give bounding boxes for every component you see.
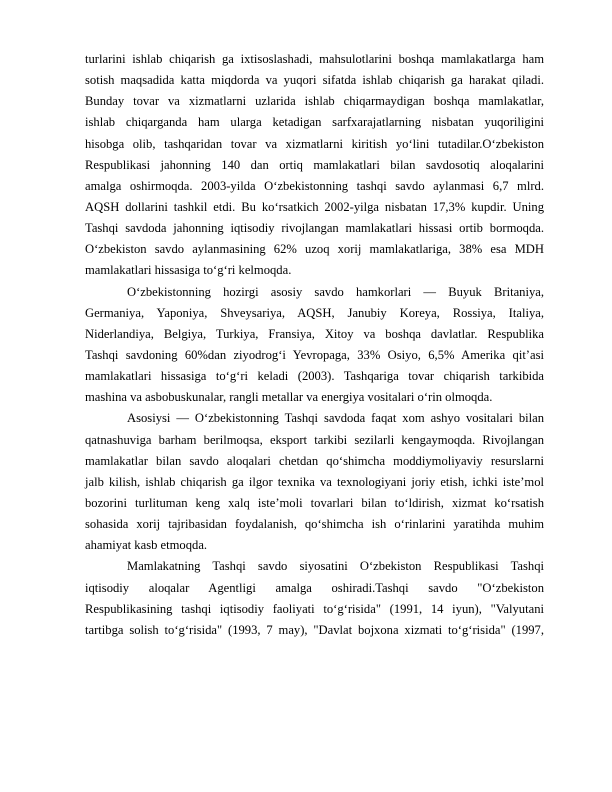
text-line-last: mamlakatlari hissasiga toʻgʻri kelmoqda. bbox=[85, 263, 292, 278]
text-line: qatnashuviga barham berilmoqsa, eksport tarkibi sezilarli kengaymoqda. Rivojlangan bbox=[85, 432, 544, 447]
text-line: amalga oshirmoqda. 2003-yilda Oʻzbekistonning tashqi savdo aylanmasi 6,7 mlrd. bbox=[85, 178, 544, 193]
paragraph-3 bbox=[85, 408, 544, 556]
text-line: Germaniya, Yaponiya, Shveysariya, AQSH, Janubiy Koreya, Rossiya, Italiya, bbox=[85, 305, 544, 320]
text-line: Niderlandiya, Belgiya, Turkiya, Fransiya, Xitoy va boshqa davlatlar. Respublika bbox=[85, 326, 544, 341]
text-line: jalb kilish, ishlab chiqarish ga ilgor texnika va texnologiyani joriy etish, ichki isteʼmol bbox=[85, 474, 544, 489]
text-line-first: Oʻzbekistonning hozirgi asosiy savdo hamkorlari — Buyuk Britaniya, bbox=[127, 284, 544, 299]
text-line: Oʻzbekiston savdo aylanmasining 62% uzoq xorij mamlakatlariga, 38% esa MDH bbox=[85, 242, 544, 257]
text-line-first: Asosiysi — Oʻzbekistonning Tashqi savdoda faqat xom ashyo vositalari bilan bbox=[127, 411, 544, 426]
text-line-last: ahamiyat kasb etmoqda. bbox=[85, 538, 208, 553]
text-line: sohasida xorij tajribasidan foydalanish, qoʻshimcha ish oʻrinlarini yaratihda muhim bbox=[85, 517, 544, 532]
paragraph-2 bbox=[85, 282, 544, 409]
text-line: Respublikasi jahonning 140 dan ortiq mamlakatlari bilan savdosotiq aloqalarini bbox=[85, 157, 544, 172]
paragraph-1 bbox=[85, 49, 544, 282]
text-line: iqtisodiy aloqalar Agentligi amalga oshiradi.Tashqi savdo "Oʻzbekiston bbox=[85, 580, 544, 595]
text-line: mamlakatlar bilan savdo aloqalari chetdan qoʻshimcha moddiymoliyaviy resurslarni bbox=[85, 453, 544, 468]
text-line: Tashqi savdoning 60%dan ziyodrogʻi Yevropaga, 33% Osiyo, 6,5% Amerika qitʼasi bbox=[85, 347, 544, 362]
text-line: sotish maqsadida katta miqdorda va yuqori sifatda ishlab chiqarish ga harakat qiladi. bbox=[85, 73, 544, 88]
text-line-last: mashina va asbobuskunalar, rangli metallar va energiya vositalari oʻrin olmoqda. bbox=[85, 390, 493, 405]
text-line: Tashqi savdoda jahonning iqtisodiy rivojlangan mamlakatlari hissasi ortib bormoqda. bbox=[85, 221, 544, 236]
text-line: ishlab chiqarganda ham ularga ketadigan sarfxarajatlarning nisbatan yuqoriligini bbox=[85, 115, 544, 130]
text-line-first: Mamlakatning Tashqi savdo siyosatini Oʻzbekiston Respublikasi Tashqi bbox=[127, 559, 544, 574]
text-line: Bunday tovar va xizmatlarni uzlarida ishlab chiqarmaydigan boshqa mamlakatlar, bbox=[85, 94, 544, 109]
text-line: bozorini turlituman keng xalq isteʼmoli tovarlari bilan toʻldirish, xizmat koʻrsatish bbox=[85, 495, 544, 510]
text-line: hisobga olib, tashqaridan tovar va xizmatlarni kiritish yoʻlini tutadilar.Oʻzbekiston bbox=[85, 136, 544, 151]
document-page bbox=[85, 49, 544, 641]
text-line: tartibga solish toʻgʻrisida" (1993, 7 may), "Davlat bojxona xizmati toʻgʻrisida" (1997, bbox=[85, 622, 544, 637]
text-line: Respublikasining tashqi iqtisodiy faoliyati toʻgʻrisida" (1991, 14 iyun), "Valyutani bbox=[85, 601, 544, 616]
text-line: AQSH dollarini tashkil etdi. Bu koʻrsatkich 2002-yilga nisbatan 17,3% kupdir. Uning bbox=[85, 199, 544, 214]
text-line: turlarini ishlab chiqarish ga ixtisoslashadi, mahsulotlarini boshqa mamlakatlarga ham bbox=[85, 52, 544, 66]
paragraph-4 bbox=[85, 556, 544, 641]
text-line: mamlakatlari hissasiga toʻgʻri keladi (2003). Tashqariga tovar chiqarish tarkibida bbox=[85, 369, 544, 384]
